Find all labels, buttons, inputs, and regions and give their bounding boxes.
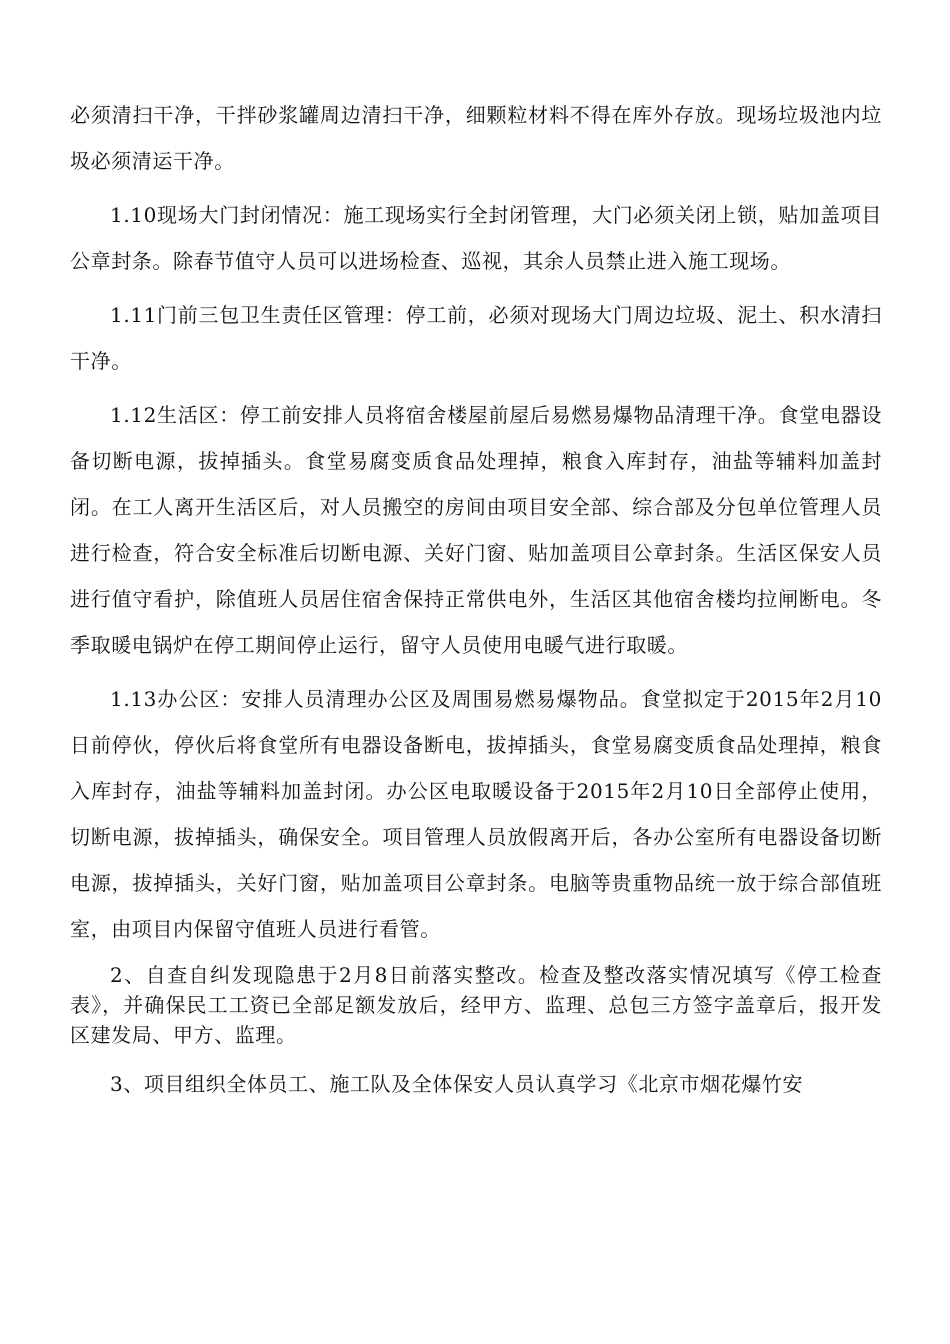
paragraph-3-safety-study: 3、项目组织全体员工、施工队及全体保安人员认真学习《北京市烟花爆竹安: [110, 1072, 804, 1096]
paragraph-1-10-site-gate: 1.10现场大门封闭情况：施工现场实行全封闭管理，大门必须关闭上锁，贴加盖项目公章封条。除春节值守人员可以进场检查、巡视，其余人员禁止进入施工现场。: [70, 203, 882, 273]
paragraph-site-cleanup-continued: 必须清扫干净，干拌砂浆罐周边清扫干净，细颗粒材料不得在库外存放。现场垃圾池内垃圾必须清运干净。: [70, 103, 882, 173]
document-page: [70, 92, 882, 1118]
paragraph-1-13-office-area: 1.13办公区：安排人员清理办公区及周围易燃易爆物品。食堂拟定于2015年2月10日前停伙，停伙后将食堂所有电器设备断电，拔掉插头，食堂易腐变质食品处理掉，粮食入库封存，油盐等辅料加盖封闭。办公区电取暖设备于2015年2月10日全部停止使用，切断电源，拔掉插头，确保安全。项目管理人员放假离开后，各办公室所有电器设备切断电源，拔掉插头，关好门窗，贴加盖项目公章封条。电脑等贵重物品统一放于综合部值班室，由项目内保留守值班人员进行看管。: [70, 687, 882, 941]
paragraph-2-self-inspection: 2、自查自纠发现隐患于2月8日前落实整改。检查及整改落实情况填写《停工检查表》，并确保民工工资已全部足额发放后，经甲方、监理、总包三方签字盖章后，报开发区建发局、甲方、监理。: [70, 963, 882, 1047]
paragraph-1-12-living-area: 1.12生活区：停工前安排人员将宿舍楼屋前屋后易燃易爆物品清理干净。食堂电器设备切断电源，拔掉插头。食堂易腐变质食品处理掉，粮食入库封存，油盐等辅料加盖封闭。在工人离开生活区后，对人员搬空的房间由项目安全部、综合部及分包单位管理人员进行检查，符合安全标准后切断电源、关好门窗、贴加盖项目公章封条。生活区保安人员进行值守看护，除值班人员居住宿舍保持正常供电外，生活区其他宿舍楼均拉闸断电。冬季取暖电锅炉在停工期间停止运行，留守人员使用电暖气进行取暖。: [70, 403, 882, 657]
paragraph-1-11-frontage-sanitation: 1.11门前三包卫生责任区管理：停工前，必须对现场大门周边垃圾、泥土、积水清扫干净。: [70, 303, 882, 373]
